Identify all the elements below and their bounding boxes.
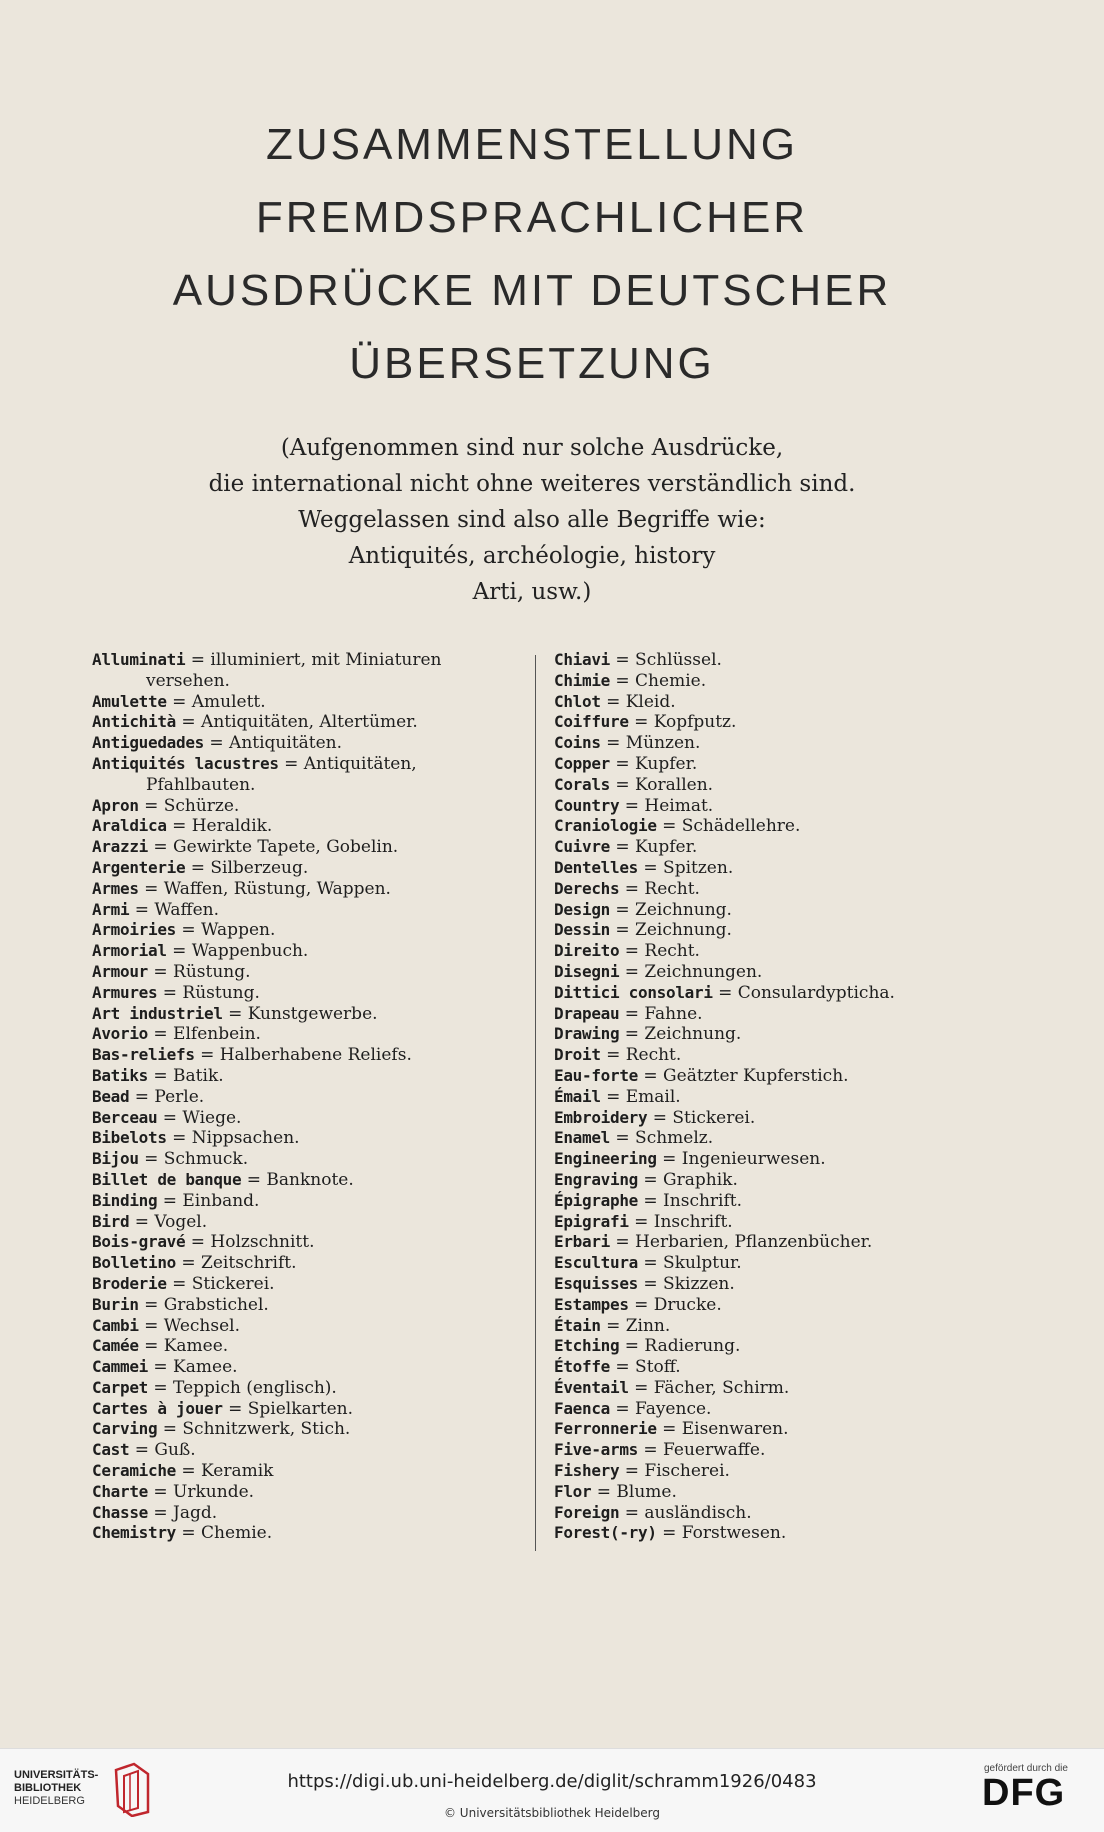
entry-translation: = Schnitzwerk, Stich.	[162, 1419, 351, 1440]
glossary-entry	[92, 962, 522, 983]
entry-translation: = Blume.	[596, 1481, 677, 1502]
entry-term: Binding	[92, 1190, 158, 1210]
entry-term: Bird	[92, 1211, 130, 1231]
entry-continuation: versehen.	[146, 670, 230, 691]
glossary-entry	[92, 1066, 522, 1087]
library-name-line: HEIDELBERG	[14, 1795, 85, 1807]
entry-term: Fishery	[554, 1461, 620, 1481]
intro-line: Weggelassen sind also alle Begriffe wie:	[298, 507, 766, 533]
entry-term: Cammei	[92, 1357, 148, 1377]
intro-line: die international nicht ohne weiteres verständlich sind.	[208, 471, 856, 497]
glossary-entry	[554, 775, 934, 796]
entry-translation: = Zeitschrift.	[181, 1253, 297, 1274]
entry-continuation: Pfahlbauten.	[146, 774, 256, 795]
glossary-entry	[92, 733, 522, 754]
entry-translation: = Heraldik.	[172, 816, 273, 837]
glossary-entry	[92, 712, 522, 733]
entry-term: Émail	[554, 1086, 601, 1106]
intro-line: (Aufgenommen sind nur solche Ausdrücke,	[280, 435, 784, 461]
title-line: FREMDSPRACHLICHER	[255, 193, 809, 242]
entry-term: Derechs	[554, 878, 620, 898]
glossary-entry	[92, 983, 522, 1004]
glossary-entry	[554, 1149, 934, 1170]
intro-line: Antiquités, archéologie, history	[348, 543, 716, 569]
glossary-entry	[92, 1212, 522, 1233]
entry-translation: = Eisenwaren.	[662, 1419, 789, 1440]
entry-translation: = Nippsachen.	[172, 1128, 300, 1149]
entry-translation: = Rüstung.	[153, 961, 251, 982]
entry-term: Dentelles	[554, 857, 638, 877]
glossary-entry	[92, 1253, 522, 1274]
entry-term: Country	[554, 795, 620, 815]
entry-term: Armour	[92, 961, 148, 981]
intro-note	[0, 430, 1064, 610]
entry-translation: = Schädellehre.	[662, 816, 801, 837]
entry-term: Épigraphe	[554, 1190, 638, 1210]
entry-term: Droit	[554, 1045, 601, 1065]
entry-translation: = Email.	[606, 1086, 681, 1107]
glossary-entry	[92, 1170, 522, 1191]
entry-term: Chasse	[92, 1502, 148, 1522]
entry-term: Bijou	[92, 1149, 139, 1169]
entry-translation: = Zeichnung.	[624, 1024, 742, 1045]
entry-term: Chemistry	[92, 1523, 176, 1543]
entry-translation: = Wappenbuch.	[172, 941, 309, 962]
glossary-entry	[554, 796, 934, 817]
entry-translation: = Gewirkte Tapete, Gobelin.	[153, 837, 399, 858]
glossary-entry	[92, 754, 522, 775]
funding-note: gefördert durch die	[984, 1763, 1068, 1774]
glossary-entry	[554, 1045, 934, 1066]
dfg-logo[interactable]: DFG	[982, 1772, 1066, 1814]
entry-term: Cast	[92, 1440, 130, 1460]
glossary-entry	[92, 1149, 522, 1170]
glossary-entry	[92, 1191, 522, 1212]
glossary-entry	[92, 941, 522, 962]
entry-translation: = Spitzen.	[643, 857, 734, 878]
entry-term: Billet de banque	[92, 1169, 242, 1189]
glossary-entry	[554, 983, 934, 1004]
entry-term: Eau-forte	[554, 1065, 638, 1085]
entry-term: Epigrafi	[554, 1211, 629, 1231]
entry-term: Coins	[554, 733, 601, 753]
column-divider	[535, 655, 536, 1551]
entry-translation: = Zeichnung.	[615, 899, 732, 920]
glossary-entry	[92, 1419, 522, 1440]
glossary-entry	[554, 1461, 934, 1482]
glossary-entry	[554, 858, 934, 879]
entry-term: Engraving	[554, 1169, 638, 1189]
glossary-entry	[554, 1523, 934, 1544]
entry-term: Antichità	[92, 712, 176, 732]
entry-translation: = Jagd.	[153, 1502, 218, 1523]
glossary-entry	[554, 1128, 934, 1149]
entry-translation: = Grabstichel.	[144, 1294, 269, 1315]
entry-translation: = Kunstgewerbe.	[228, 1003, 378, 1024]
entry-term: Enamel	[554, 1128, 610, 1148]
intro-line: Arti, usw.)	[472, 579, 592, 605]
entry-term: Craniologie	[554, 816, 657, 836]
entry-term: Apron	[92, 795, 139, 815]
entry-translation: = Banknote.	[246, 1169, 354, 1190]
entry-term: Armures	[92, 982, 158, 1002]
entry-translation: = Forstwesen.	[662, 1523, 787, 1544]
glossary-entry	[92, 1503, 522, 1524]
entry-translation: = Fahne.	[624, 1003, 703, 1024]
entry-term: Design	[554, 899, 610, 919]
glossary-entry	[92, 796, 522, 817]
entry-translation: = Rüstung.	[162, 982, 260, 1003]
glossary-column-left	[92, 650, 522, 1544]
glossary-entry	[92, 816, 522, 837]
glossary-entry	[554, 1024, 934, 1045]
entry-term: Carpet	[92, 1377, 148, 1397]
library-name-line: UNIVERSITÄTS-	[14, 1769, 99, 1781]
entry-translation: = Spielkarten.	[228, 1398, 353, 1419]
glossary-entry	[554, 816, 934, 837]
entry-translation: = Fächer, Schirm.	[634, 1377, 790, 1398]
entry-term: Cuivre	[554, 837, 610, 857]
glossary-entry	[554, 1108, 934, 1129]
entry-term: Art industriel	[92, 1003, 223, 1023]
glossary-entry	[554, 754, 934, 775]
entry-translation: = Einband.	[162, 1190, 260, 1211]
entry-term: Avorio	[92, 1024, 148, 1044]
entry-translation: = Chemie.	[615, 670, 707, 691]
glossary-entry	[92, 1482, 522, 1503]
entry-translation: = Zeichnungen.	[624, 961, 763, 982]
entry-term: Chlot	[554, 691, 601, 711]
glossary-entry	[554, 1378, 934, 1399]
glossary-entry	[554, 1087, 934, 1108]
entry-translation: = Geätzter Kupferstich.	[643, 1065, 849, 1086]
glossary-entry	[92, 1523, 522, 1544]
entry-translation: = Zeichnung.	[615, 920, 732, 941]
entry-translation: = Kamee.	[144, 1336, 229, 1357]
entry-translation: = Schmuck.	[144, 1149, 249, 1170]
entry-translation: = Kamee.	[153, 1357, 238, 1378]
entry-term: Direito	[554, 941, 620, 961]
entry-term: Corals	[554, 774, 610, 794]
entry-term: Disegni	[554, 961, 620, 981]
glossary-entry	[554, 879, 934, 900]
entry-term: Bibelots	[92, 1128, 167, 1148]
entry-term: Carving	[92, 1419, 158, 1439]
glossary-entry	[554, 1295, 934, 1316]
entry-translation: = Antiquitäten.	[209, 733, 343, 754]
entry-term: Armoiries	[92, 920, 176, 940]
entry-term: Cambi	[92, 1315, 139, 1335]
entry-term: Bead	[92, 1086, 130, 1106]
entry-translation: = Kupfer.	[615, 753, 698, 774]
entry-translation: = Skizzen.	[643, 1273, 735, 1294]
entry-translation: = Waffen, Rüstung, Wappen.	[144, 878, 391, 899]
entry-term: Ferronnerie	[554, 1419, 657, 1439]
glossary-entry	[554, 1191, 934, 1212]
entry-term: Copper	[554, 753, 610, 773]
entry-translation: = Skulptur.	[643, 1253, 742, 1274]
glossary-entry	[92, 1399, 522, 1420]
entry-translation: = Schürze.	[144, 795, 240, 816]
entry-term: Drawing	[554, 1024, 620, 1044]
entry-term: Drapeau	[554, 1003, 620, 1023]
entry-translation: = Zinn.	[606, 1315, 671, 1336]
glossary-entry	[92, 1440, 522, 1461]
glossary-entry	[554, 1170, 934, 1191]
entry-translation: = Stoff.	[615, 1357, 681, 1378]
entry-term: Arazzi	[92, 837, 148, 857]
entry-translation: = Elfenbein.	[153, 1024, 261, 1045]
glossary-entry	[554, 1004, 934, 1025]
glossary-entry	[554, 671, 934, 692]
entry-term: Charte	[92, 1481, 148, 1501]
entry-term: Armi	[92, 899, 130, 919]
entry-translation: = Kleid.	[606, 691, 676, 712]
entry-term: Embroidery	[554, 1107, 648, 1127]
glossary-entry	[92, 920, 522, 941]
glossary-entry	[554, 650, 934, 671]
entry-term: Broderie	[92, 1273, 167, 1293]
entry-translation: = Wiege.	[162, 1107, 242, 1128]
entry-term: Faenca	[554, 1398, 610, 1418]
entry-term: Dittici consolari	[554, 982, 713, 1002]
glossary-entry	[554, 1253, 934, 1274]
entry-term: Foreign	[554, 1502, 620, 1522]
copyright-notice: © Universitätsbibliothek Heidelberg	[443, 1806, 660, 1820]
title-line: ZUSAMMENSTELLUNG	[265, 120, 799, 169]
entry-translation: = Recht.	[624, 941, 700, 962]
glossary-entry	[554, 692, 934, 713]
entry-translation: = ausländisch.	[624, 1502, 752, 1523]
entry-term: Chiavi	[554, 650, 610, 669]
entry-translation: = Batik.	[153, 1065, 224, 1086]
glossary-entry	[554, 1503, 934, 1524]
entry-translation: = Kupfer.	[615, 837, 698, 858]
glossary-entry	[92, 1336, 522, 1357]
glossary-entry	[92, 1128, 522, 1149]
entry-translation: = Wappen.	[181, 920, 276, 941]
entry-translation: = Fayence.	[615, 1398, 712, 1419]
entry-term: Éventail	[554, 1377, 629, 1397]
entry-term: Forest(-ry)	[554, 1523, 657, 1543]
entry-term: Burin	[92, 1294, 139, 1314]
glossary-entry	[554, 962, 934, 983]
entry-translation: = Münzen.	[606, 733, 701, 754]
title-line: ÜBERSETZUNG	[349, 339, 715, 388]
entry-term: Esquisses	[554, 1273, 638, 1293]
entry-translation: = Teppich (englisch).	[153, 1377, 337, 1398]
entry-term: Étoffe	[554, 1357, 610, 1377]
entry-term: Bas-reliefs	[92, 1045, 195, 1065]
entry-term: Alluminati	[92, 650, 186, 669]
entry-translation: = Ingenieurwesen.	[662, 1149, 826, 1170]
entry-term: Antiquités lacustres	[92, 753, 279, 773]
permalink-url[interactable]: https://digi.ub.uni-heidelberg.de/diglit/schramm1926/0483	[287, 1771, 817, 1792]
glossary-entry	[92, 1316, 522, 1337]
entry-translation: = Schmelz.	[615, 1128, 714, 1149]
glossary-entry	[92, 1108, 522, 1129]
entry-translation: = Waffen.	[134, 899, 220, 920]
glossary-entry	[554, 1399, 934, 1420]
entry-term: Flor	[554, 1481, 592, 1501]
entry-translation: = Perle.	[134, 1086, 205, 1107]
entry-term: Camée	[92, 1336, 139, 1356]
glossary-entry	[92, 900, 522, 921]
glossary-entry	[554, 1232, 934, 1253]
glossary-entry	[554, 1336, 934, 1357]
entry-term: Coiffure	[554, 712, 629, 732]
entry-translation: = Graphik.	[643, 1169, 738, 1190]
glossary-entry	[92, 1461, 522, 1482]
glossary-entry	[92, 1045, 522, 1066]
glossary-entry	[554, 712, 934, 733]
entry-translation: = Heimat.	[624, 795, 714, 816]
entry-term: Chimie	[554, 670, 610, 690]
glossary-entry	[554, 1419, 934, 1440]
title-line: AUSDRÜCKE MIT DEUTSCHER	[172, 266, 892, 315]
glossary-entry	[554, 733, 934, 754]
entry-translation: = Recht.	[624, 878, 700, 899]
entry-translation: = Herbarien, Pflanzenbücher.	[615, 1232, 873, 1253]
glossary-entry	[92, 650, 522, 671]
glossary-entry	[554, 900, 934, 921]
entry-translation: = Guß.	[134, 1440, 196, 1461]
entry-term: Bolletino	[92, 1253, 176, 1273]
glossary-entry	[92, 1232, 522, 1253]
entry-term: Ceramiche	[92, 1461, 176, 1481]
entry-term: Antiguedades	[92, 733, 204, 753]
library-name[interactable]	[14, 1769, 98, 1808]
glossary-entry	[554, 920, 934, 941]
entry-term: Armorial	[92, 941, 167, 961]
entry-term: Erbari	[554, 1232, 610, 1252]
entry-translation: = Wechsel.	[144, 1315, 240, 1336]
entry-translation: = Chemie.	[181, 1523, 273, 1544]
glossary-entry	[554, 1482, 934, 1503]
glossary-column-right	[554, 650, 934, 1544]
entry-term: Cartes à jouer	[92, 1398, 223, 1418]
entry-term: Amulette	[92, 691, 167, 711]
entry-translation: = Amulett.	[172, 691, 266, 712]
entry-term: Bois-gravé	[92, 1232, 186, 1252]
entry-translation: = Consulardypticha.	[718, 982, 895, 1003]
glossary-entry	[92, 1378, 522, 1399]
library-name-line: BIBLIOTHEK	[14, 1782, 82, 1794]
entry-translation: = Feuerwaffe.	[643, 1440, 766, 1461]
glossary-entry	[554, 1357, 934, 1378]
entry-term: Estampes	[554, 1294, 629, 1314]
entry-translation: = Schlüssel.	[615, 650, 722, 670]
entry-translation: = Kopfputz.	[634, 712, 737, 733]
glossary-entry	[92, 1004, 522, 1025]
glossary-entry	[554, 1316, 934, 1337]
glossary-entry	[554, 941, 934, 962]
entry-translation: = Radierung.	[624, 1336, 741, 1357]
entry-translation: = Urkunde.	[153, 1481, 255, 1502]
entry-term: Étain	[554, 1315, 601, 1335]
entry-translation: = Recht.	[606, 1045, 682, 1066]
entry-translation: = Holzschnitt.	[190, 1232, 315, 1253]
glossary-entry	[92, 837, 522, 858]
entry-translation: = Fischerei.	[624, 1461, 730, 1482]
entry-term: Engineering	[554, 1149, 657, 1169]
entry-term: Five-arms	[554, 1440, 638, 1460]
glossary-entry	[554, 1066, 934, 1087]
page-title	[0, 108, 1064, 400]
library-logo-icon[interactable]	[112, 1762, 152, 1817]
entry-term: Etching	[554, 1336, 620, 1356]
glossary-entry	[92, 1024, 522, 1045]
entry-translation: = illuminiert, mit Miniaturen	[190, 650, 442, 670]
entry-term: Batiks	[92, 1065, 148, 1085]
entry-translation: = Inschrift.	[643, 1190, 743, 1211]
entry-term: Dessin	[554, 920, 610, 940]
entry-translation: = Korallen.	[615, 774, 714, 795]
entry-term: Araldica	[92, 816, 167, 836]
entry-translation: = Silberzeug.	[190, 857, 309, 878]
glossary-entry	[554, 1274, 934, 1295]
glossary-entry	[92, 879, 522, 900]
entry-translation: = Stickerei.	[172, 1273, 275, 1294]
entry-translation: = Antiquitäten,	[284, 753, 417, 774]
glossary-entry	[92, 1357, 522, 1378]
entry-translation: = Halberhabene Reliefs.	[200, 1045, 412, 1066]
glossary-entry	[554, 1440, 934, 1461]
glossary-entry	[554, 1212, 934, 1233]
entry-term: Berceau	[92, 1107, 158, 1127]
entry-translation: = Drucke.	[634, 1294, 722, 1315]
glossary-entry	[92, 1295, 522, 1316]
glossary-entry	[554, 837, 934, 858]
glossary-entry	[92, 858, 522, 879]
entry-translation: = Keramik	[181, 1461, 274, 1482]
glossary-entry	[92, 1274, 522, 1295]
glossary-entry	[92, 692, 522, 713]
glossary-entry	[92, 1087, 522, 1108]
entry-translation: = Inschrift.	[634, 1211, 733, 1232]
entry-term: Escultura	[554, 1253, 638, 1273]
entry-term: Argenterie	[92, 857, 186, 877]
entry-translation: = Stickerei.	[652, 1107, 756, 1128]
entry-translation: = Antiquitäten, Altertümer.	[181, 712, 418, 733]
entry-translation: = Vogel.	[134, 1211, 208, 1232]
entry-term: Armes	[92, 878, 139, 898]
